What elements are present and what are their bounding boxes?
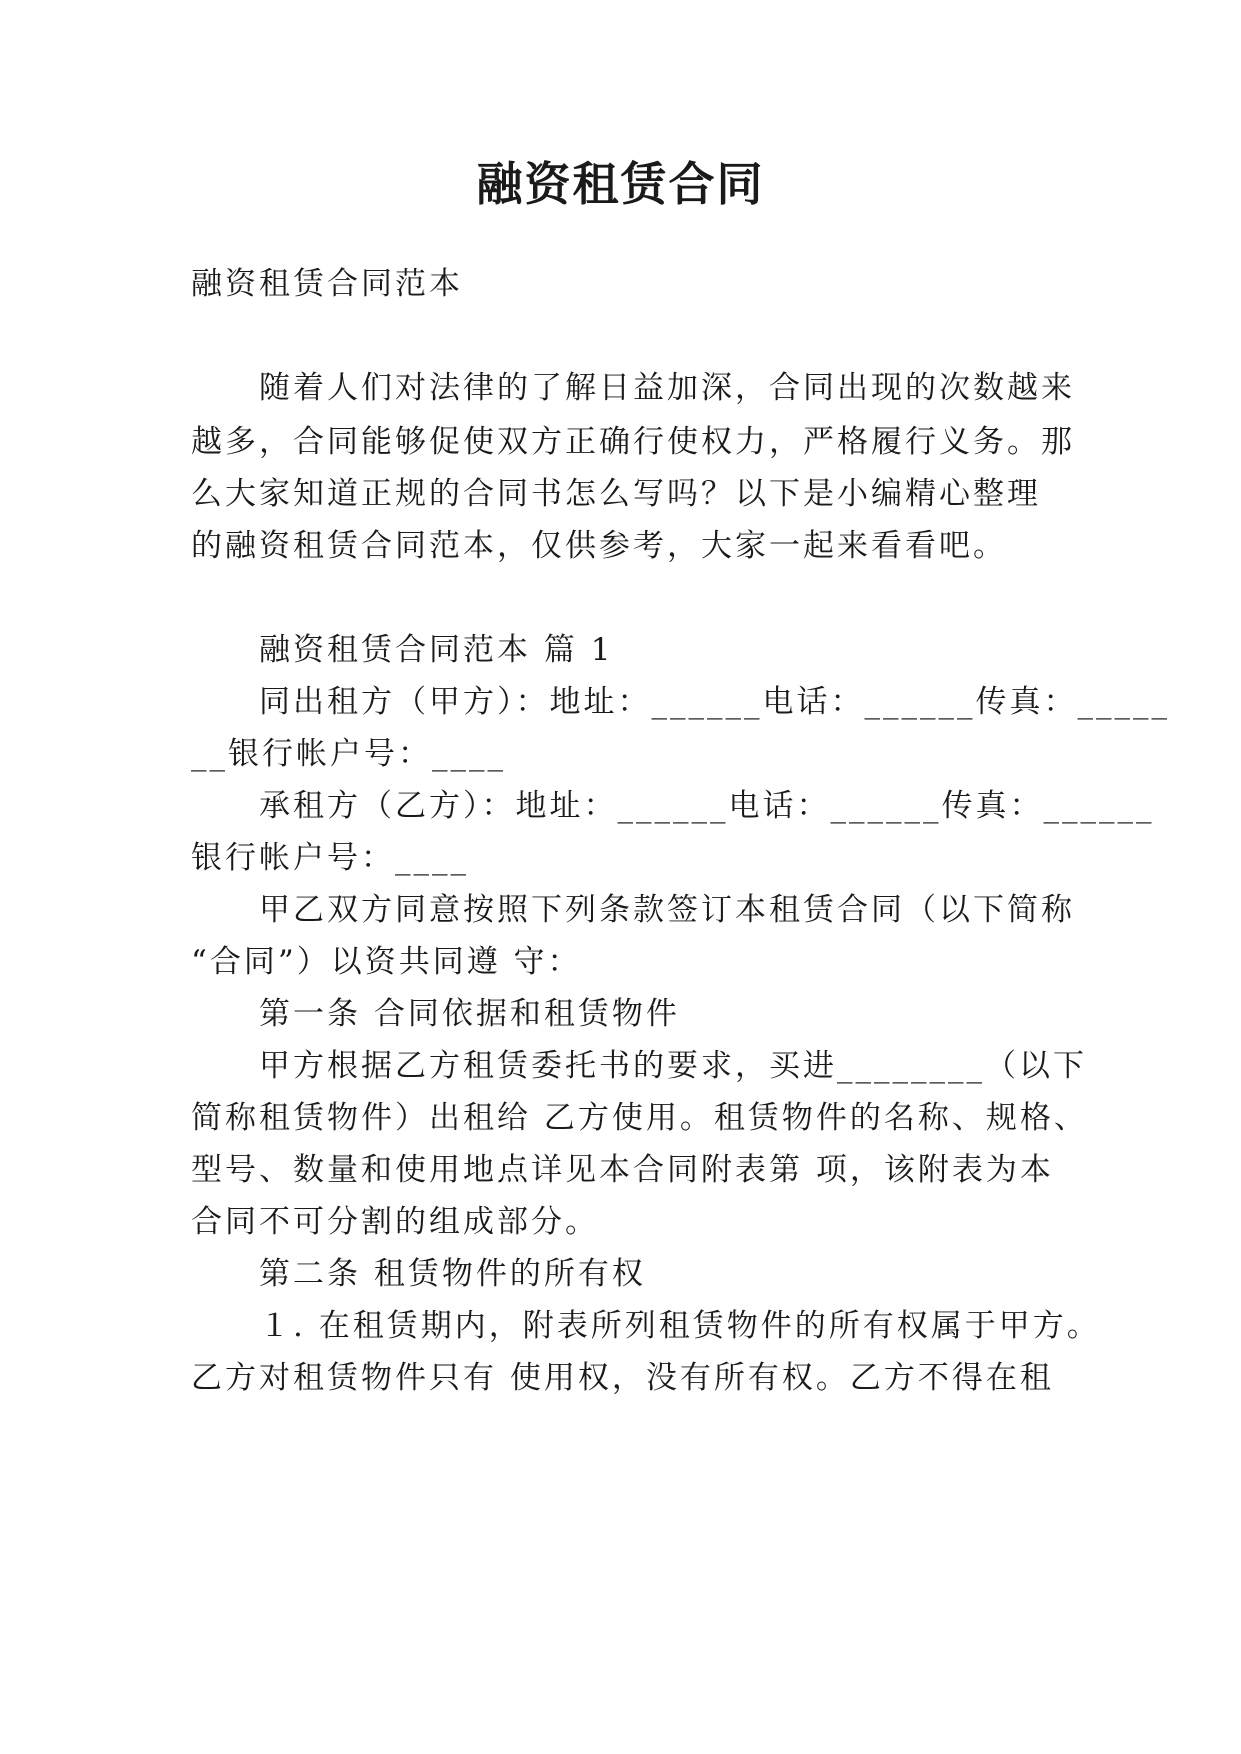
article-1-line-1: 甲方根据乙方租赁委托书的要求，买进________（以下 bbox=[259, 1048, 1087, 1084]
intro-line-4: 的融资租赁合同范本，仅供参考，大家一起来看看吧。 bbox=[191, 528, 1007, 564]
intro-line-1: 随着人们对法律的了解日益加深，合同出现的次数越来 bbox=[259, 370, 1075, 406]
article-1-line-2: 简称租赁物件）出租给 乙方使用。租赁物件的名称、规格、 bbox=[191, 1100, 1088, 1136]
lessor-info-line-2: __银行帐户号：____ bbox=[191, 736, 506, 772]
article-2-line-2: 乙方对租赁物件只有 使用权，没有所有权。乙方不得在租 bbox=[191, 1360, 1054, 1396]
article-2-line-1: １. 在租赁期内，附表所列租赁物件的所有权属于甲方。 bbox=[259, 1308, 1101, 1344]
agreement-line-2: “合同”）以资共同遵 守： bbox=[191, 944, 582, 980]
article-1-line-3: 型号、数量和使用地点详见本合同附表第 项，该附表为本 bbox=[191, 1152, 1054, 1188]
section-heading-1: 融资租赁合同范本 篇 1 bbox=[259, 632, 614, 668]
article-1-line-4: 合同不可分割的组成部分。 bbox=[191, 1204, 599, 1240]
article-1-heading: 第一条 合同依据和租赁物件 bbox=[259, 996, 680, 1032]
lessee-info-line-1: 承租方（乙方）：地址：______电话：______传真：______ bbox=[259, 788, 1155, 824]
lessor-info-line-1: 同出租方（甲方）：地址：______电话：______传真：_____ bbox=[259, 684, 1170, 720]
intro-line-3: 么大家知道正规的合同书怎么写吗？以下是小编精心整理 bbox=[191, 476, 1041, 512]
lessee-info-line-2: 银行帐户号：____ bbox=[191, 840, 469, 876]
intro-line-2: 越多，合同能够促使双方正确行使权力，严格履行义务。那 bbox=[191, 424, 1075, 460]
document-title: 融资租赁合同 bbox=[476, 157, 765, 211]
agreement-line-1: 甲乙双方同意按照下列条款签订本租赁合同（以下简称 bbox=[259, 892, 1075, 928]
article-2-heading: 第二条 租赁物件的所有权 bbox=[259, 1256, 646, 1292]
document-subtitle: 融资租赁合同范本 bbox=[191, 266, 463, 302]
